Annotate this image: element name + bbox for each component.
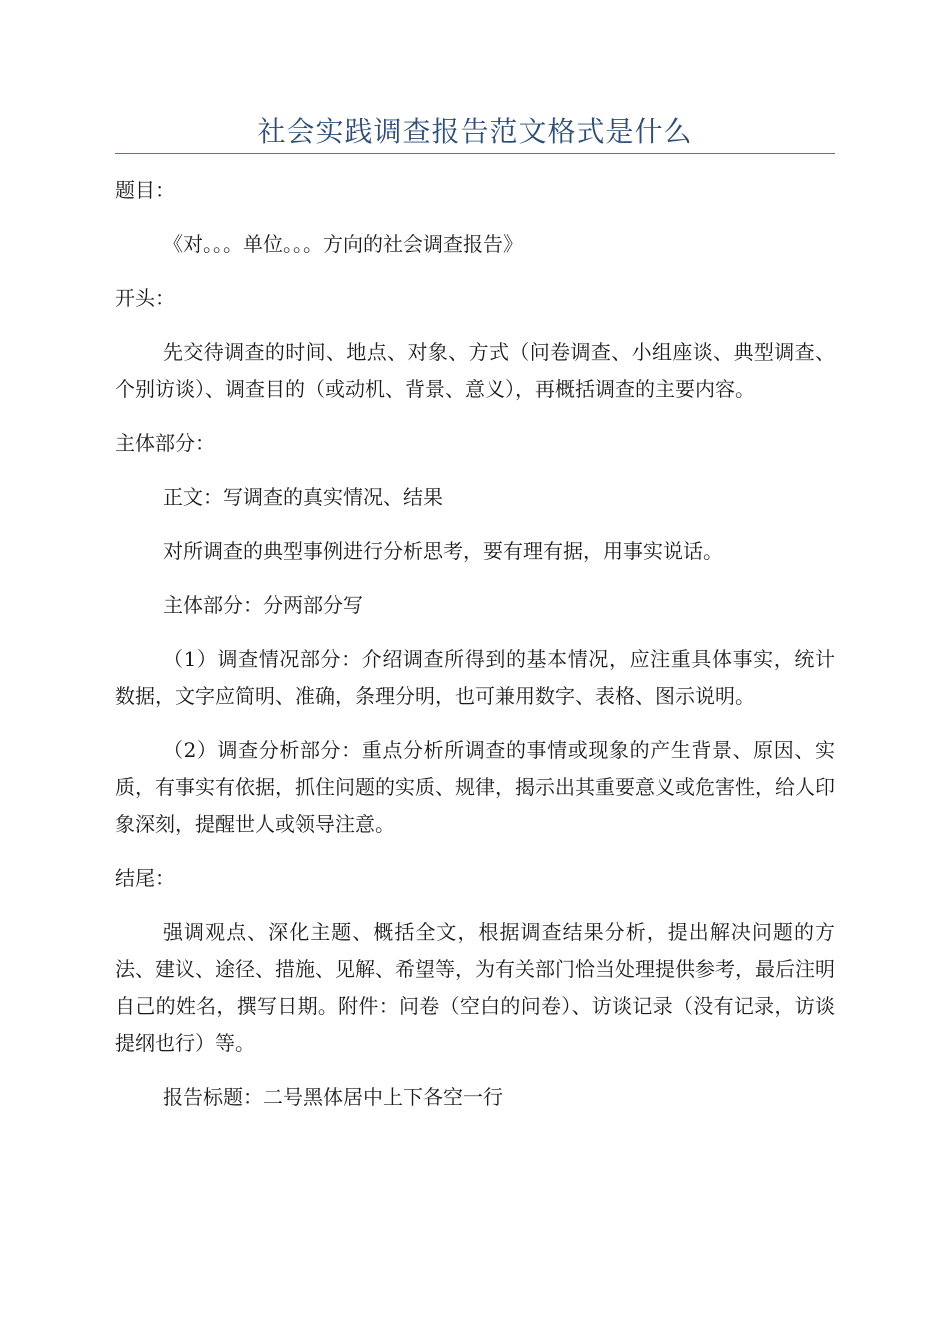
opening-paragraph: 先交待调查的时间、地点、对象、方式（问卷调查、小组座谈、典型调查、个别访谈）、调查目的（或动机、背景、意义），再概括调查的主要内容。 [115, 340, 835, 401]
ending-paragraph: 强调观点、深化主题、概括全文，根据调查结果分析，提出解决问题的方法、建议、途径、措施、见解、希望等，为有关部门恰当处理提供参考，最后注明自己的姓名，撰写日期。附件：问卷（空白的问卷）、访谈记录（没有记录，访谈提纲也行）等。 [115, 920, 835, 1055]
section-heading-opening: 开头： [115, 286, 175, 310]
section-heading-ending: 结尾： [115, 866, 175, 890]
main-body-two-parts-line: 主体部分：分两部分写 [163, 593, 363, 617]
survey-situation-paragraph: （1）调查情况部分：介绍调查所得到的基本情况，应注重具体事实，统计数据，文字应简明、准确，条理分明，也可兼用数字、表格、图示说明。 [115, 647, 835, 708]
title-underline [115, 153, 835, 154]
topic-example: 《对。。。单位。。。方向的社会调查报告》 [163, 232, 523, 256]
report-title-format-line: 报告标题：二号黑体居中上下各空一行 [163, 1085, 503, 1109]
section-heading-main-body: 主体部分： [115, 431, 215, 455]
main-body-text-line: 正文：写调查的真实情况、结果 [163, 485, 443, 509]
document-title: 社会实践调查报告范文格式是什么 [257, 115, 693, 148]
section-heading-topic: 题目： [115, 178, 175, 202]
document-body [115, 172, 835, 1133]
main-body-analysis-line: 对所调查的典型事例进行分析思考，要有理有据，用事实说话。 [163, 539, 723, 563]
survey-analysis-paragraph: （2）调查分析部分：重点分析所调查的事情或现象的产生背景、原因、实质，有事实有依据，抓住问题的实质、规律，揭示出其重要意义或危害性，给人印象深刻，提醒世人或领导注意。 [115, 738, 835, 836]
